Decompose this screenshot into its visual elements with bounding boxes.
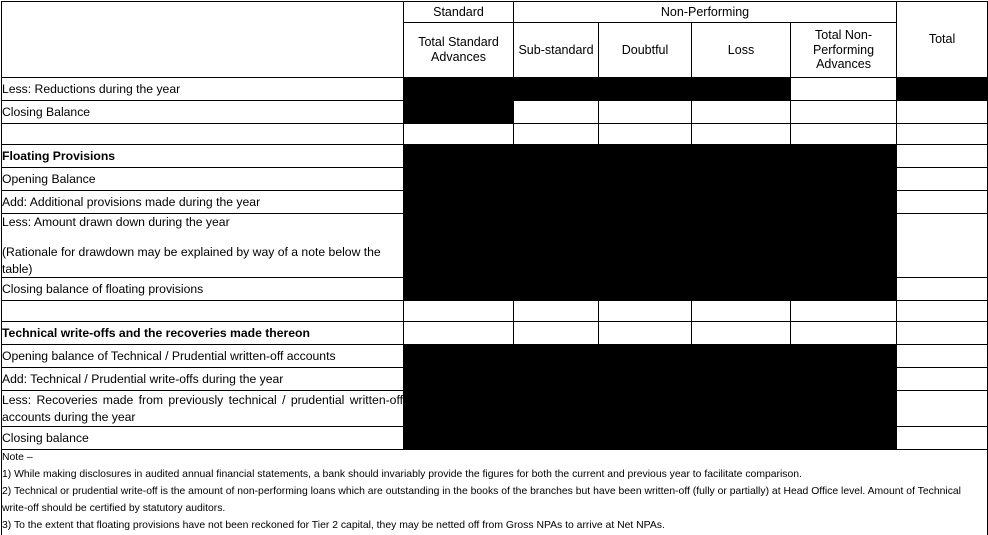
header-col-sub-standard: Sub-standard: [514, 23, 599, 78]
value-cell: [791, 101, 897, 124]
value-cell: [692, 301, 791, 322]
redacted-value-cell: [404, 427, 514, 450]
value-cell: [404, 124, 514, 145]
row-label: Technical write-offs and the recoveries made thereon: [2, 322, 404, 345]
redacted-value-cell: [599, 214, 692, 278]
row-label-primary: Less: Amount drawn down during the year: [2, 215, 230, 229]
redacted-value-cell: [514, 214, 599, 278]
redacted-value-cell: [692, 191, 791, 214]
value-cell: [791, 124, 897, 145]
value-cell: [897, 427, 988, 450]
redacted-value-cell: [514, 391, 599, 427]
value-cell: [404, 301, 514, 322]
row-label: Add: Additional provisions made during the year: [2, 191, 404, 214]
redacted-value-cell: [791, 191, 897, 214]
redacted-value-cell: [514, 78, 599, 101]
table-row: [2, 278, 988, 301]
redacted-value-cell: [514, 345, 599, 368]
value-cell: [514, 301, 599, 322]
header-group-row: [2, 2, 988, 23]
value-cell: [692, 101, 791, 124]
table-spacer-row: [2, 124, 988, 145]
notes-row: [2, 450, 988, 535]
redacted-value-cell: [599, 368, 692, 391]
value-cell: [599, 124, 692, 145]
redacted-value-cell: [404, 168, 514, 191]
row-label: Less: Reductions during the year: [2, 78, 404, 101]
table-row: [2, 368, 988, 391]
redacted-value-cell: [404, 78, 514, 101]
table-row: [2, 191, 988, 214]
redacted-value-cell: [599, 191, 692, 214]
value-cell: [897, 278, 988, 301]
value-cell: [514, 322, 599, 345]
redacted-value-cell: [404, 214, 514, 278]
redacted-value-cell: [599, 168, 692, 191]
redacted-value-cell: [599, 427, 692, 450]
header-group-total: Total: [897, 2, 988, 78]
header-corner-cell: [2, 2, 404, 78]
redacted-value-cell: [599, 78, 692, 101]
row-label: [2, 214, 404, 278]
row-label: Floating Provisions: [2, 145, 404, 168]
value-cell: [791, 322, 897, 345]
redacted-value-cell: [599, 345, 692, 368]
redacted-value-cell: [404, 145, 514, 168]
table-row: [2, 101, 988, 124]
value-cell: [897, 145, 988, 168]
redacted-value-cell: [692, 391, 791, 427]
value-cell: [599, 322, 692, 345]
redacted-value-cell: [404, 345, 514, 368]
redacted-value-cell: [514, 191, 599, 214]
row-label: [2, 124, 404, 145]
redacted-value-cell: [791, 278, 897, 301]
table-row: [2, 345, 988, 368]
redacted-value-cell: [514, 278, 599, 301]
value-cell: [599, 301, 692, 322]
note-item-3: 3) To the extent that floating provisions have not been reckoned for Tier 2 capital, they may be netted off from Gross NPAs to arrive at Net NPAs.: [2, 519, 665, 531]
table-row: [2, 214, 988, 278]
header-col-total-non-performing-advances: Total Non-Performing Advances: [791, 23, 897, 78]
note-item-2: 2) Technical or prudential write-off is the amount of non-performing loans which are outstanding in the books of the branches but have been written-off (fully or partially) at Head Office level. Amount of Technical write-off should be certified by statutory auditors.: [2, 486, 961, 514]
redacted-value-cell: [897, 78, 988, 101]
redacted-value-cell: [791, 345, 897, 368]
row-label: Closing Balance: [2, 101, 404, 124]
redacted-value-cell: [791, 168, 897, 191]
value-cell: [897, 191, 988, 214]
value-cell: [897, 101, 988, 124]
value-cell: [897, 301, 988, 322]
redacted-value-cell: [692, 168, 791, 191]
redacted-value-cell: [514, 368, 599, 391]
value-cell: [897, 391, 988, 427]
value-cell: [897, 322, 988, 345]
redacted-value-cell: [404, 101, 514, 124]
redacted-value-cell: [404, 391, 514, 427]
row-label-note: (Rationale for drawdown may be explained by way of a note below the table): [2, 245, 381, 276]
row-label: Less: Recoveries made from previously technical / prudential written-off accounts during the year: [2, 391, 404, 427]
redacted-value-cell: [514, 145, 599, 168]
redacted-value-cell: [599, 391, 692, 427]
value-cell: [692, 322, 791, 345]
table-footer-notes: [2, 450, 988, 535]
table-row: [2, 391, 988, 427]
header-group-non-performing: Non-Performing: [514, 2, 897, 23]
value-cell: [791, 301, 897, 322]
table-row: [2, 78, 988, 101]
value-cell: [514, 101, 599, 124]
table-header: [2, 2, 988, 78]
note-item-1: 1) While making disclosures in audited annual financial statements, a bank should invariably provide the figures for both the current and previous year to facilitate comparison.: [2, 469, 802, 481]
table-row: [2, 322, 988, 345]
value-cell: [514, 124, 599, 145]
redacted-value-cell: [692, 145, 791, 168]
redacted-value-cell: [791, 368, 897, 391]
redacted-value-cell: [692, 78, 791, 101]
row-label-gap: [2, 230, 403, 244]
row-label: Closing balance: [2, 427, 404, 450]
redacted-value-cell: [404, 191, 514, 214]
redacted-value-cell: [692, 278, 791, 301]
redacted-value-cell: [791, 145, 897, 168]
redacted-value-cell: [404, 278, 514, 301]
value-cell: [404, 322, 514, 345]
redacted-value-cell: [692, 214, 791, 278]
row-label: Add: Technical / Prudential write-offs during the year: [2, 368, 404, 391]
redacted-value-cell: [692, 345, 791, 368]
row-label: Opening Balance: [2, 168, 404, 191]
value-cell: [897, 168, 988, 191]
row-label: [2, 301, 404, 322]
row-label: Opening balance of Technical / Prudential written-off accounts: [2, 345, 404, 368]
notes-heading: Note –: [2, 452, 33, 464]
value-cell: [897, 368, 988, 391]
redacted-value-cell: [514, 168, 599, 191]
value-cell: [791, 78, 897, 101]
redacted-value-cell: [514, 427, 599, 450]
header-group-standard: Standard: [404, 2, 514, 23]
table-body: [2, 78, 988, 450]
redacted-value-cell: [791, 427, 897, 450]
redacted-value-cell: [599, 278, 692, 301]
redacted-value-cell: [599, 145, 692, 168]
value-cell: [599, 101, 692, 124]
redacted-value-cell: [404, 368, 514, 391]
value-cell: [692, 124, 791, 145]
value-cell: [897, 124, 988, 145]
redacted-value-cell: [692, 368, 791, 391]
header-col-total-standard-advances: Total Standard Advances: [404, 23, 514, 78]
header-col-doubtful: Doubtful: [599, 23, 692, 78]
row-label: Closing balance of floating provisions: [2, 278, 404, 301]
table-spacer-row: [2, 301, 988, 322]
redacted-value-cell: [692, 427, 791, 450]
value-cell: [897, 345, 988, 368]
redacted-value-cell: [791, 214, 897, 278]
value-cell: [897, 214, 988, 278]
table-row: [2, 145, 988, 168]
header-col-loss: Loss: [692, 23, 791, 78]
npa-disclosure-table: [1, 1, 988, 535]
table-row: [2, 427, 988, 450]
redacted-value-cell: [791, 391, 897, 427]
notes-cell: [2, 450, 988, 535]
table-row: [2, 168, 988, 191]
